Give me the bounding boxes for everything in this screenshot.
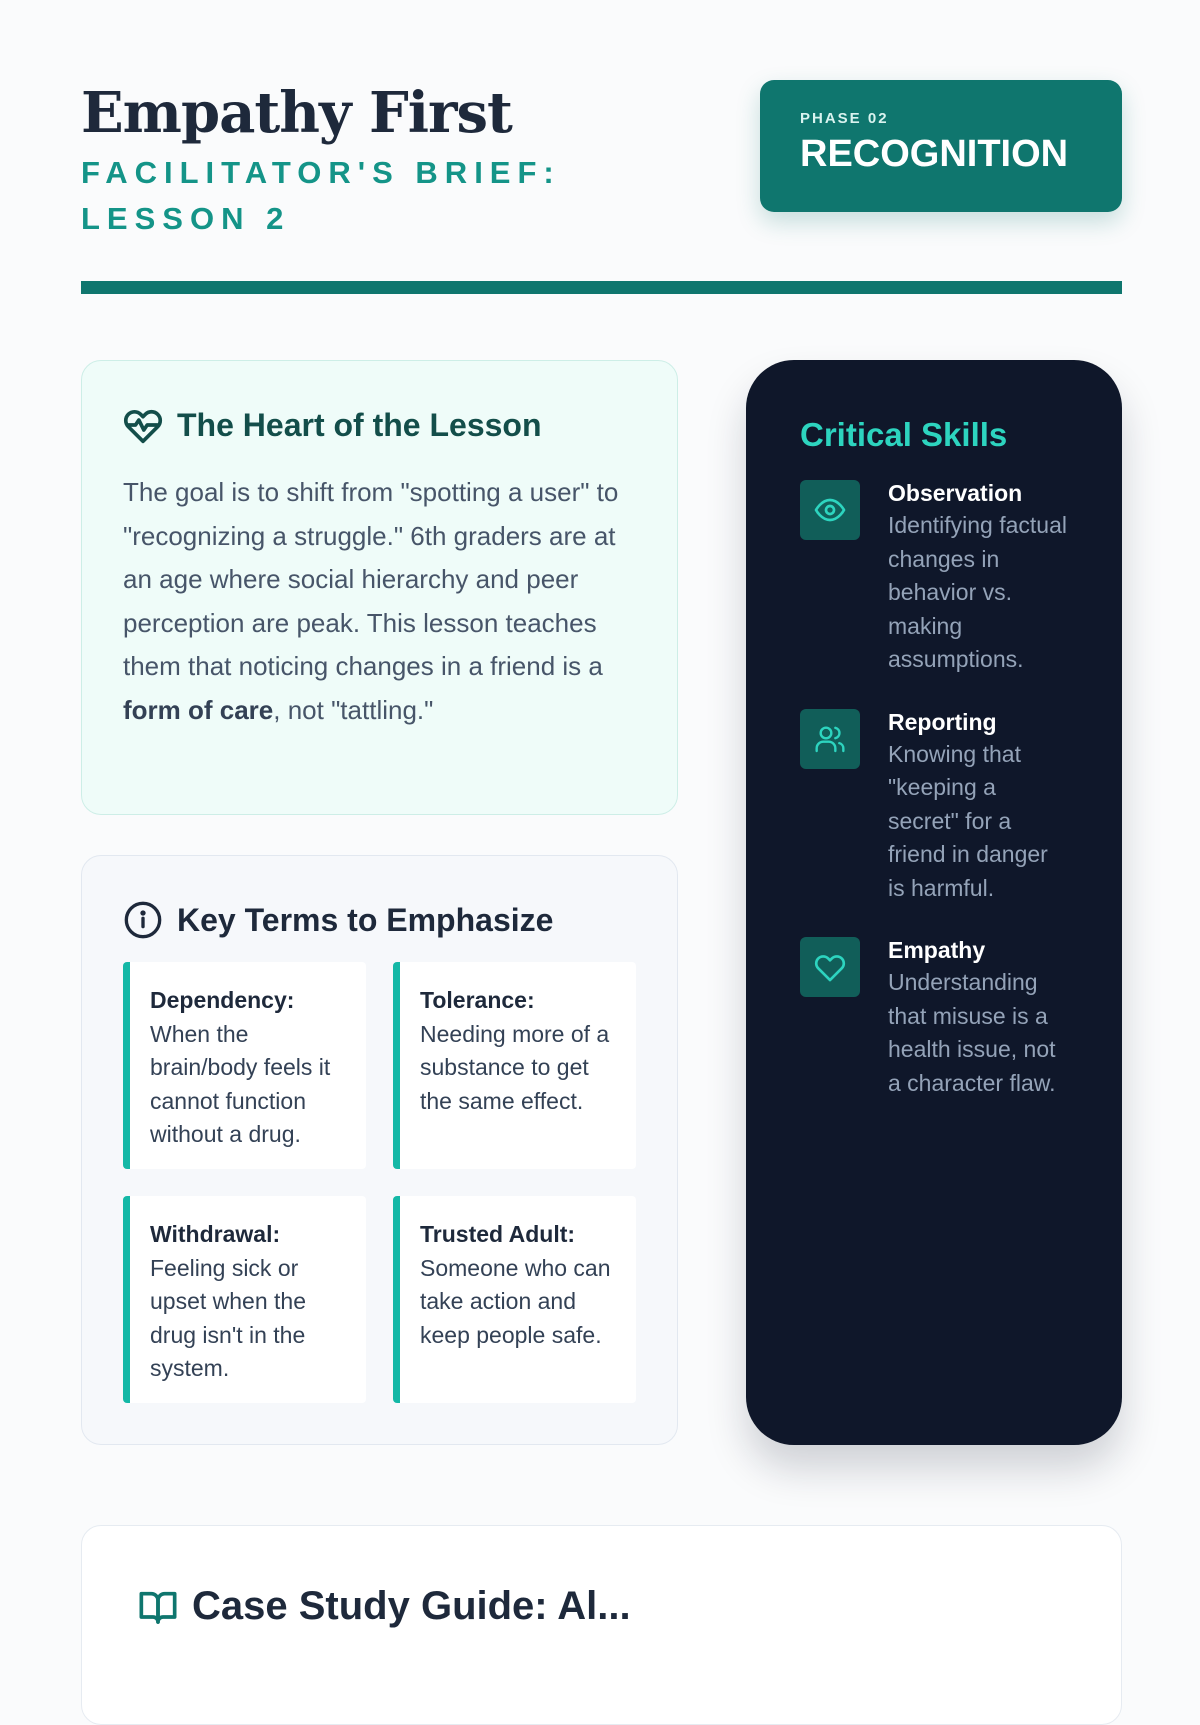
eye-icon [800,480,860,540]
term-name: Dependency: [150,987,295,1013]
term-card [393,1196,636,1403]
terms-grid [123,962,636,1403]
case-study-card [81,1525,1122,1725]
skill-name: Reporting [888,708,997,735]
users-icon [800,709,860,769]
heart-of-lesson-card [81,360,678,815]
page-title: Empathy First [81,80,512,146]
phase-badge [760,80,1122,212]
skill-item-empathy [800,935,1068,1100]
skill-description: Understanding that misuse is a health issue, not a character flaw. [888,969,1056,1096]
term-name: Tolerance: [420,987,535,1013]
key-terms-card [81,855,678,1445]
skill-name: Observation [888,480,1023,506]
critical-skills-panel [746,360,1122,1445]
term-description: Someone who can take action and keep people safe. [420,1254,611,1348]
terms-title: Key Terms to Emphasize [177,901,554,938]
case-study-title: Case Study Guide: Al... [192,1584,631,1628]
skill-description: Identifying factual changes in behavior vs. making assumptions. [888,512,1068,672]
skill-item-reporting [800,707,1068,906]
phase-name: RECOGNITION [800,133,1069,175]
header-divider [81,281,1122,294]
term-card [123,1196,366,1403]
term-card [393,962,636,1169]
heart-title: The Heart of the Lesson [177,406,542,443]
term-name: Withdrawal: [150,1221,281,1247]
skill-name: Empathy [888,937,986,963]
phase-label: PHASE 02 [800,110,889,127]
skill-description: Knowing that "keeping a secret" for a friend in danger is harmful. [888,740,1048,901]
term-card [123,962,366,1169]
heart-pulse-icon [123,405,163,445]
term-description: Needing more of a substance to get the same effect. [420,1020,610,1114]
heart-text-emphasis: form of care [123,694,274,725]
term-description: Feeling sick or upset when the drug isn't in the system. [150,1254,307,1381]
heart-text-part: , not "tattling." [273,694,434,725]
heart-body-text [123,471,636,732]
page-header [81,80,1122,300]
term-name: Trusted Adult: [420,1221,576,1247]
heart-icon [800,937,860,997]
info-icon [123,900,163,940]
skill-item-observation [800,478,1068,677]
heart-text-part: The goal is to shift from "spotting a user" to "recognizing a struggle." 6th graders are at an age where social hierarchy and peer perception are peak. This lesson teaches them that noticing changes in a friend is a [123,477,619,681]
term-description: When the brain/body feels it cannot function without a drug. [150,1020,331,1147]
book-open-icon [138,1587,178,1627]
skills-title: Critical Skills [800,416,1008,453]
page-subtitle: FACILITATOR'S BRIEF: LESSON 2 [81,155,561,236]
